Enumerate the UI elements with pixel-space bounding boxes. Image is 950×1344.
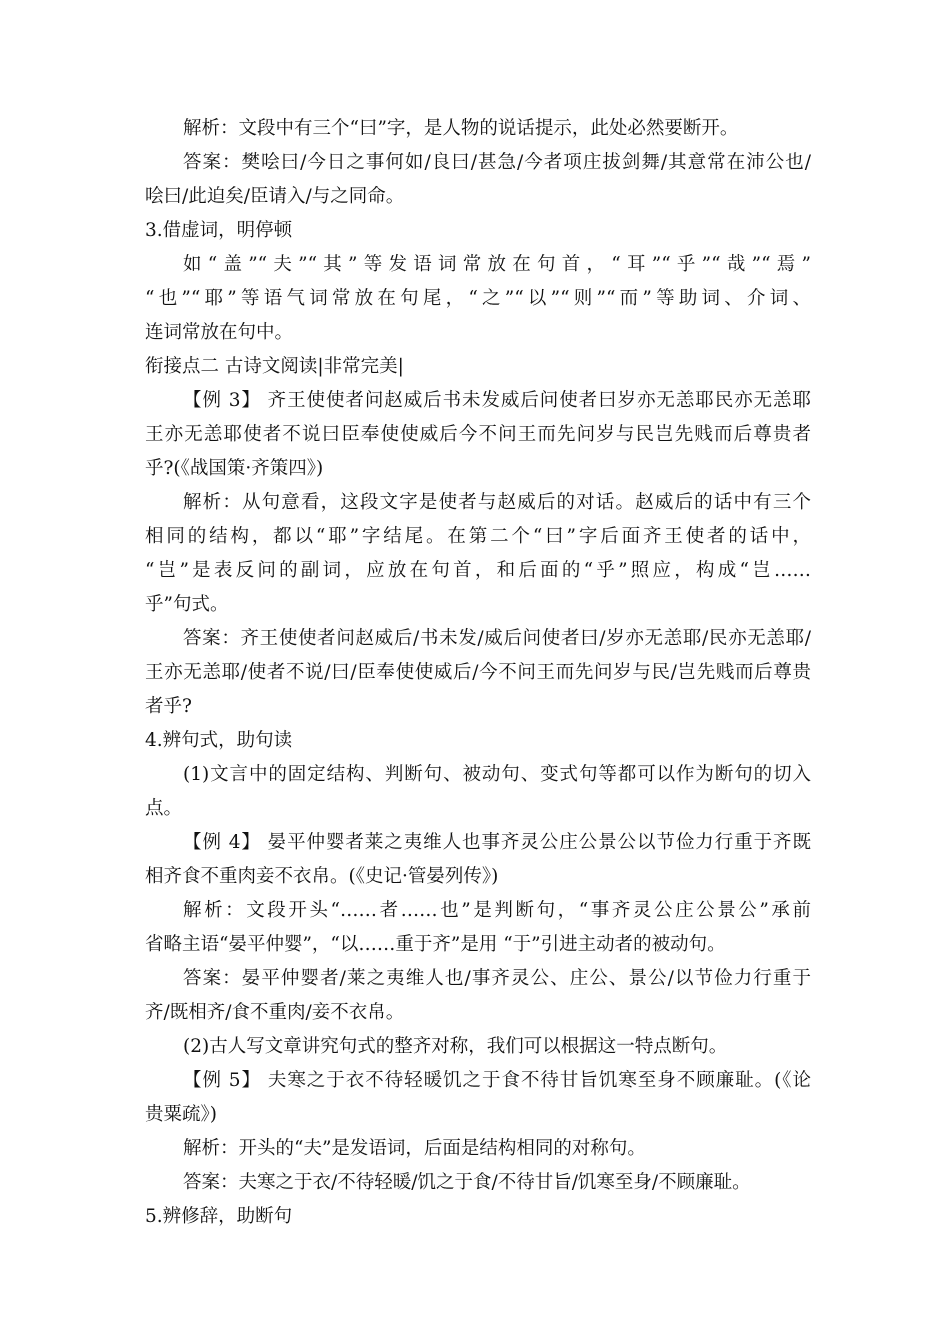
section-heading-3: 3.借虚词，明停顿 [145, 220, 293, 241]
example-4-line: 【例 4】 晏平仲婴者莱之夷维人也事齐灵公庄公景公以节俭力行重于齐既 [183, 832, 811, 853]
paragraph-line: 如“盖”“夫”“其”等发语词常放在句首，“耳”“乎”“哉”“焉” [183, 254, 811, 275]
answer-line: 王亦无恙耶/使者不说/曰/臣奉使使威后/今不问王而先问岁与民/岂先贱而后尊贵 [145, 662, 811, 683]
analysis-line: 解析：文段开头“……者……也”是判断句，“事齐灵公庄公景公”承前 [183, 900, 811, 921]
answer-line: 答案：晏平仲婴者/莱之夷维人也/事齐灵公、庄公、景公/以节俭力行重于 [183, 968, 811, 989]
analysis-line: 解析：开头的“夫”是发语词，后面是结构相同的对称句。 [183, 1138, 646, 1159]
analysis-line: “岂”是表反问的副词，应放在句首，和后面的“乎”照应，构成“岂…… [145, 560, 811, 581]
example-4-line: 相齐食不重肉妾不衣帛。(《史记·管晏列传》) [145, 866, 499, 887]
paragraph-line: (1)文言中的固定结构、判断句、被动句、变式句等都可以作为断句的切入 [183, 764, 811, 785]
section-heading-part2: 衔接点二 古诗文阅读|非常完美| [145, 356, 404, 377]
answer-line-cont: 哙曰/此迫矣/臣请入/与之同命。 [145, 186, 405, 207]
answer-line: 者乎? [145, 696, 192, 717]
example-5-line: 【例 5】 夫寒之于衣不待轻暖饥之于食不待甘旨饥寒至身不顾廉耻。(《论 [183, 1070, 811, 1091]
analysis-line: 省略主语“晏平仲婴”，“以……重于齐”是用 “于”引进主动者的被动句。 [145, 934, 726, 955]
paragraph-line: 点。 [145, 798, 183, 819]
analysis-line: 解析：从句意看，这段文字是使者与赵威后的对话。赵威后的话中有三个 [183, 492, 811, 513]
analysis-line: 乎”句式。 [145, 594, 229, 615]
paragraph-line: (2)古人写文章讲究句式的整齐对称，我们可以根据这一特点断句。 [183, 1036, 728, 1057]
section-heading-4: 4.辨句式，助句读 [145, 730, 293, 751]
example-3-line: 王亦无恙耶使者不说曰臣奉使使威后今不问王而先问岁与民岂先贱而后尊贵者 [145, 424, 811, 445]
answer-line: 齐/既相齐/食不重肉/妾不衣帛。 [145, 1002, 405, 1023]
paragraph-line: 连词常放在句中。 [145, 322, 294, 343]
analysis-line: 相同的结构，都以“耶”字结尾。在第二个“曰”字后面齐王使者的话中， [145, 526, 811, 547]
answer-line: 答案：齐王使使者问赵威后/书未发/威后问使者曰/岁亦无恙耶/民亦无恙耶/ [183, 628, 811, 649]
section-heading-5: 5.辨修辞，助断句 [145, 1206, 293, 1227]
example-3-line: 【例 3】 齐王使使者问赵威后书未发威后问使者曰岁亦无恙耶民亦无恙耶 [183, 390, 811, 411]
paragraph-line: “也”“耶”等语气词常放在句尾，“之”“以”“则”“而”等助词、介词、 [145, 288, 811, 309]
example-3-line: 乎?(《战国策·齐策四》) [145, 458, 324, 479]
analysis-line: 解析：文段中有三个“曰”字，是人物的说话提示，此处必然要断开。 [183, 118, 739, 139]
example-5-line: 贵粟疏》) [145, 1104, 217, 1125]
answer-line: 答案：夫寒之于衣/不待轻暖/饥之于食/不待甘旨/饥寒至身/不顾廉耻。 [183, 1172, 751, 1193]
answer-line: 答案：樊哙曰/今日之事何如/良曰/甚急/今者项庄拔剑舞/其意常在沛公也/ [183, 152, 811, 173]
